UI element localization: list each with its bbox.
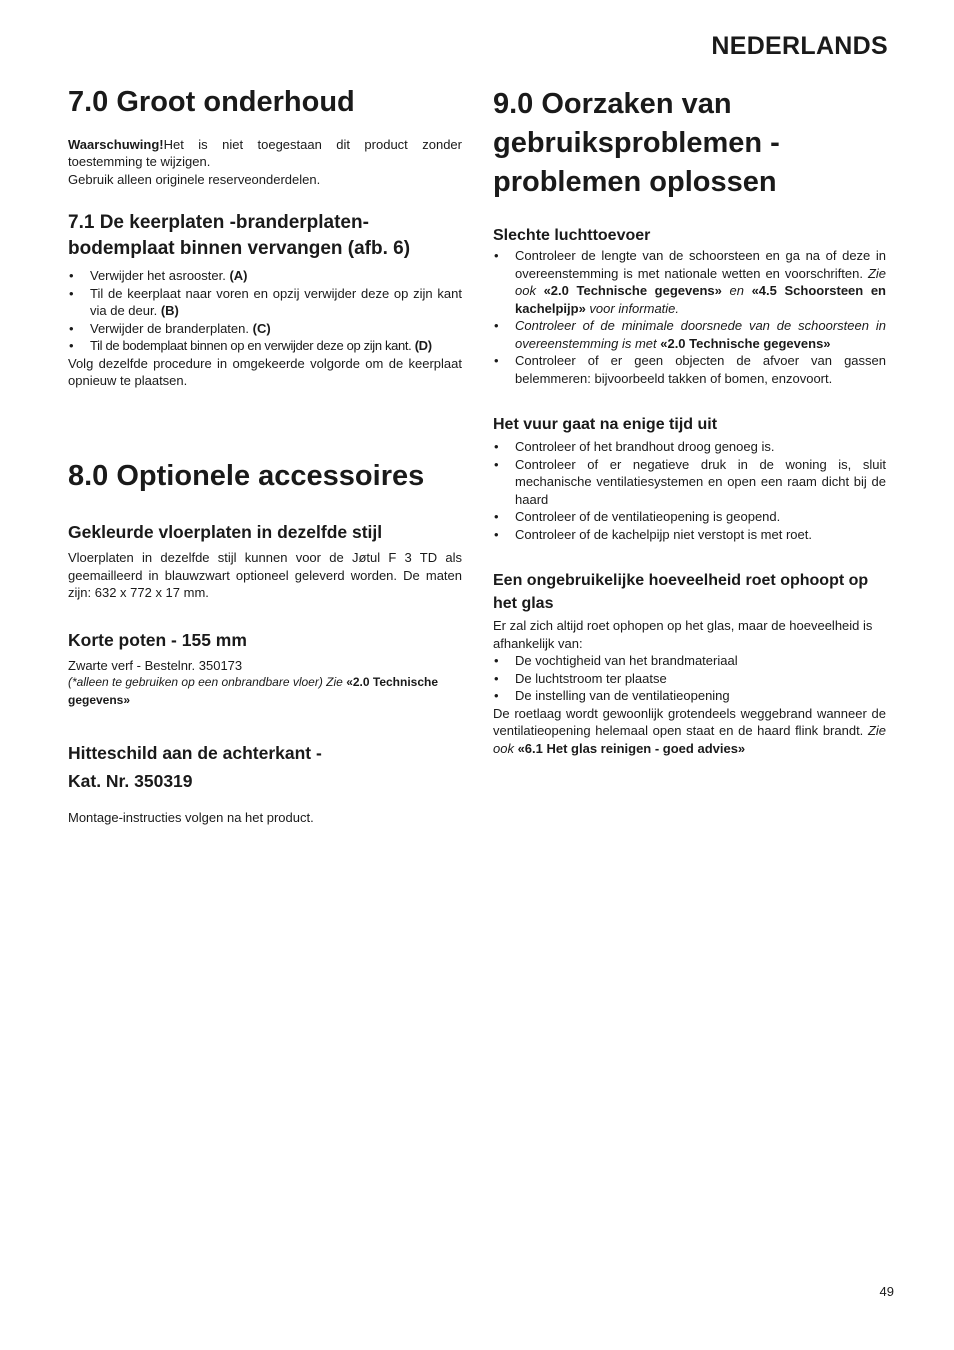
soot-title: Een ongebruikelijke hoeveelheid roet ophoopt op het glas: [493, 572, 869, 613]
section-7-1-title: 7.1 De keerplaten -branderplaten- bodemplaat binnen vervangen (afb. 6): [68, 212, 411, 259]
warning-text: Het is niet toegestaan dit product zonder toestemming te wijzigen.: [68, 136, 462, 170]
warning-paragraph: [68, 136, 462, 171]
section-7-1-footer: Volg dezelfde procedure in omgekeerde volgorde om de keerplaat opnieuw te plaatsen.: [68, 355, 462, 389]
list-item: • Til de keerplaat naar voren en opzij verwijder deze op zijn kant via de deur. (B): [68, 285, 462, 320]
list-item: • Verwijder de branderplaten. (C): [68, 320, 462, 338]
list-item: • Controleer of de minimale doorsnede van de schoorsteen in overeenstemming is met «2.0 Technische gegevens»: [493, 317, 886, 352]
air-supply-list: [493, 247, 886, 387]
fire-goes-out-title: Het vuur gaat na enige tijd uit: [493, 416, 718, 434]
accessory-floorplates-title: Gekleurde vloerplaten in dezelfde stijl: [68, 521, 383, 542]
accessory-heatshield-text: Montage-instructies volgen na het product.: [68, 810, 314, 826]
section-9-title: 9.0 Oorzaken van gebruiksproblemen - problemen oplossen: [493, 88, 780, 198]
language-label: NEDERLANDS: [711, 32, 888, 60]
list-item: • De vochtigheid van het brandmateriaal: [493, 652, 886, 670]
soot-outro: De roetlaag wordt gewoonlijk grotendeels weggebrand wanneer de ventilatieopening helemaal open staat en de haard flink brandt. Zie ook «6.1 Het glas reinigen - goed advies»: [493, 705, 886, 756]
soot-intro: Er zal zich altijd roet ophopen op het glas, maar de hoeveelheid is afhankelijk van:: [493, 618, 873, 651]
air-supply-title: Slechte luchttoevoer: [493, 227, 651, 244]
fire-goes-out-list: [493, 438, 886, 543]
accessory-legs-note: (*alleen te gebruiken op een onbrandbare vloer) Zie «2.0 Technische gegevens»: [68, 675, 439, 707]
list-item: • De instelling van de ventilatieopening: [493, 687, 886, 705]
section-8-title: 8.0 Optionele accessoires: [68, 459, 425, 492]
page-number: 49: [879, 1284, 894, 1299]
warning-label: Waarschuwing!: [68, 136, 164, 152]
soot-list: [493, 652, 886, 705]
list-item: • Controleer of het brandhout droog genoeg is.: [493, 438, 886, 456]
list-item: • Controleer of de ventilatieopening is geopend.: [493, 508, 886, 526]
list-item: • Controleer de lengte van de schoorsteen en ga na of deze in overeenstemming is met nationale wetten en voorschriften. Zie ook «2.0 Technische gegevens» en «4.5 Schoorsteen en kachelpijp» voor informatie.: [493, 247, 886, 317]
list-item: • Controleer of er geen objecten de afvoer van gassen belemmeren: bijvoorbeeld takken of bomen, enzovoort.: [493, 352, 886, 387]
left-column: [68, 84, 462, 827]
accessory-heatshield-title: Hitteschild aan de achterkant - Kat. Nr. 350319: [68, 743, 322, 792]
accessory-legs-order: Zwarte verf - Bestelnr. 350173: [68, 657, 243, 673]
accessory-legs-title: Korte poten - 155 mm: [68, 629, 247, 650]
list-item: • Controleer of de kachelpijp niet verstopt is met roet.: [493, 526, 886, 544]
list-item: • Verwijder het asrooster. (A): [68, 267, 462, 285]
warning-text-2: Gebruik alleen originele reserveonderdelen.: [68, 171, 321, 187]
list-item: • De luchtstroom ter plaatse: [493, 670, 886, 688]
accessory-floorplates-text: Vloerplaten in dezelfde stijl kunnen voor de Jøtul F 3 TD als geemailleerd in blauwzwart optioneel geleverd worden. De maten zijn: 632 x 772 x 17 mm.: [68, 550, 462, 601]
list-item: • Til de bodemplaat binnen op en verwijder deze op zijn kant. (D): [68, 337, 462, 355]
list-item: • Controleer of er negatieve druk in de woning is, sluit mechanische ventilatiesystemen en open een raam dicht bij de haard: [493, 456, 886, 509]
section-7-1-list: [68, 267, 462, 355]
right-column: [493, 84, 886, 757]
section-7-title: 7.0 Groot onderhoud: [68, 86, 355, 118]
